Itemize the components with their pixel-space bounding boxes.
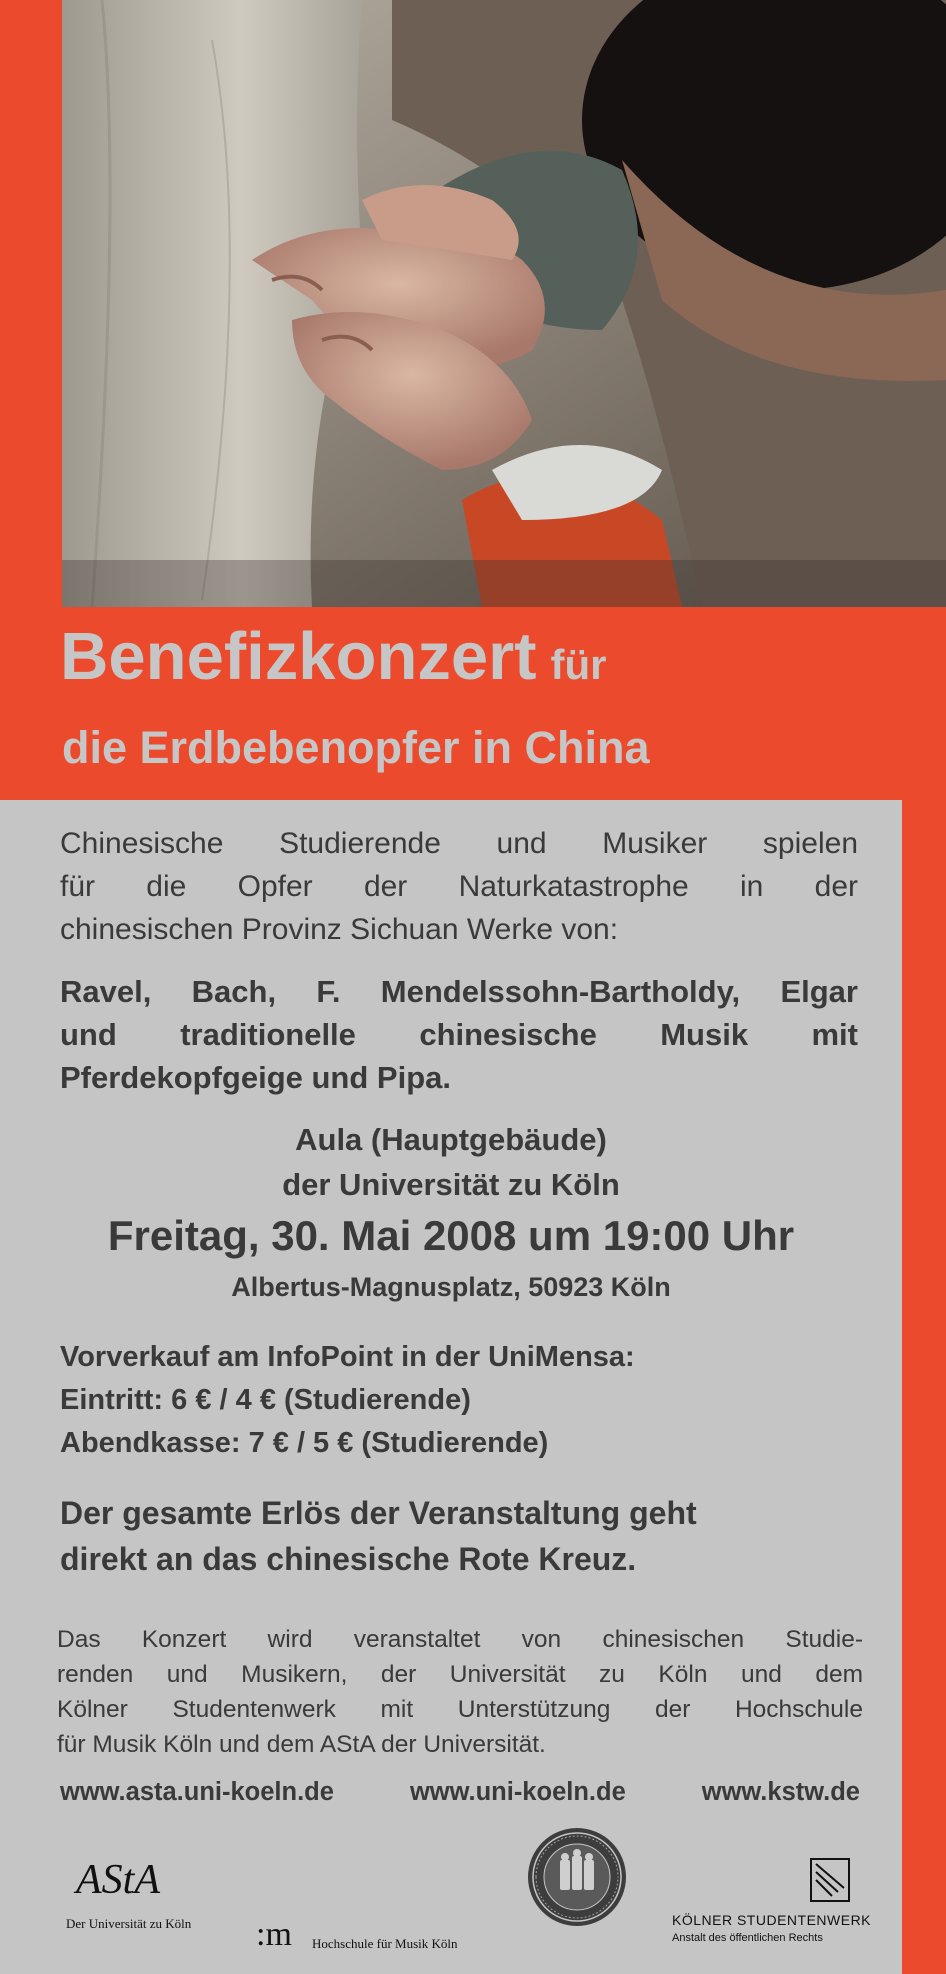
organizer-paragraph [57, 1622, 863, 1762]
kstw-logo [672, 1850, 872, 1960]
asta-logo-subtitle: Der Universität zu Köln [66, 1916, 192, 1931]
composers-line: und traditionelle chinesische Musik mit [60, 1017, 858, 1052]
organizer-line: für Musik Köln und dem AStA der Universität. [57, 1731, 546, 1758]
title-main: Benefizkonzert [60, 619, 537, 694]
composers-line: Pferdekopfgeige und Pipa. [60, 1060, 451, 1095]
asta-logo-word: AStA [76, 1857, 160, 1903]
university-seal-icon [526, 1826, 628, 1928]
link-asta[interactable]: www.asta.uni-koeln.de [60, 1778, 334, 1806]
asta-logo [66, 1856, 226, 1956]
venue-line-1: Aula (Hauptgebäude) [295, 1122, 607, 1157]
organizer-line: Das Konzert wird veranstaltet von chinesischen Studie- [57, 1626, 863, 1653]
hfm-logo [256, 1916, 516, 1962]
proceeds-line: direkt an das chinesische Rote Kreuz. [60, 1541, 637, 1577]
ticket-info [60, 1336, 880, 1465]
link-kstw[interactable]: www.kstw.de [701, 1778, 860, 1806]
presale-line: Vorverkauf am InfoPoint in der UniMensa: [60, 1341, 635, 1373]
hero-photo [62, 0, 946, 607]
box-office-price: Abendkasse: 7 € / 5 € (Studierende) [60, 1427, 549, 1459]
composers-paragraph [60, 970, 858, 1099]
intro-line: für die Opfer der Naturkatastrophe in der [60, 870, 858, 903]
entry-price: Eintritt: 6 € / 4 € (Studierende) [60, 1384, 471, 1416]
event-date: Freitag, 30. Mai 2008 um 19:00 Uhr [107, 1212, 795, 1259]
link-uni-koeln[interactable]: www.uni-koeln.de [409, 1778, 626, 1806]
proceeds-statement [60, 1490, 880, 1582]
venue-line-2: der Universität zu Köln [282, 1167, 620, 1202]
content-panel [0, 800, 902, 1974]
intro-paragraph [60, 822, 858, 951]
kstw-logo-subtitle: Anstalt des öffentlichen Rechts [672, 1932, 823, 1944]
website-links [60, 1778, 860, 1807]
organizer-line: renden und Musikern, der Universität zu Köln und dem [57, 1661, 863, 1688]
title-line-2: die Erdbebenopfer in China [62, 722, 650, 773]
hfm-logo-mark: :m [256, 1916, 292, 1953]
title-suffix: für [550, 641, 607, 688]
venue-address: Albertus-Magnusplatz, 50923 Köln [231, 1272, 671, 1302]
hfm-logo-subtitle: Hochschule für Musik Köln [312, 1936, 458, 1951]
earthquake-hands-photo-icon [62, 0, 946, 607]
composers-line: Ravel, Bach, F. Mendelssohn-Bartholdy, Elgar [60, 974, 858, 1009]
title-line-1 [60, 618, 900, 695]
organizer-line: Kölner Studentenwerk mit Unterstützung der Hochschule [57, 1696, 863, 1723]
kstw-mark-icon [810, 1858, 850, 1902]
intro-line: Chinesische Studierende und Musiker spielen [60, 827, 858, 860]
proceeds-line: Der gesamte Erlös der Veranstaltung geht [60, 1495, 697, 1531]
intro-line: chinesischen Provinz Sichuan Werke von: [60, 913, 619, 946]
kstw-logo-name: KÖLNER STUDENTENWERK [672, 1912, 872, 1928]
